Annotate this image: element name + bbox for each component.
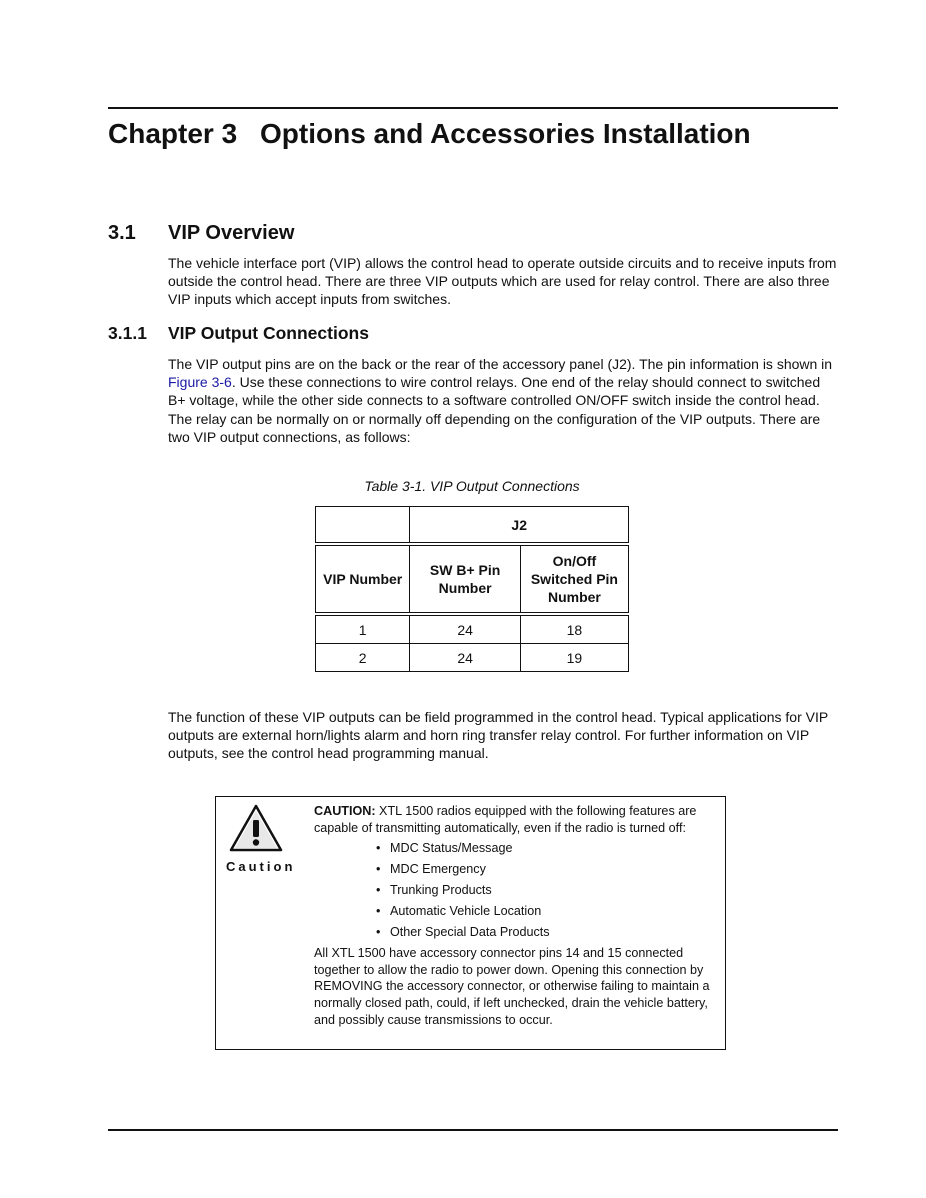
vip-overview-paragraph: The vehicle interface port (VIP) allows the control head to operate outside circuits and to receive inputs from outside the control head. There are three VIP outputs which are used for relay control. There are also three VIP inputs which accept inputs from switches. [168,255,837,308]
caution-intro-text: XTL 1500 radios equipped with the following features are capable of transmitting automatically, even if the radio is turned off: [314,804,697,835]
paragraph-text: . Use these connections to wire control relays. One end of the relay should connect to switched B+ voltage, while the other side connects to a software controlled ON/OFF switch inside the control head. The relay can be normally on or normally off depending on the configuration of the VIP outputs. There are two VIP output connections, as follows: [168,374,821,445]
chapter-number: Chapter 3 [108,118,238,149]
table-header-vip-number: VIP Number [316,544,410,614]
caution-closing: All XTL 1500 have accessory connector pins 14 and 15 connected together to allow the radio to power down. Opening this connection by REMOVING the accessory connector, or otherwise failing to maintain a normally closed path, could, if left unchecked, drain the vehicle battery, and possibly cause transmissions to occur. [314,946,710,1027]
table-caption: Table 3-1. VIP Output Connections [364,478,580,494]
caution-label: Caution [226,859,296,874]
caution-text [314,803,718,1028]
list-item: • MDC Emergency [390,859,718,880]
section-title: VIP Overview [168,222,295,244]
warning-triangle-icon [228,803,284,853]
table-cell: 18 [520,614,628,644]
table-cell: 2 [316,644,410,672]
table-header-swb-pin: SW B+ Pin Number [410,544,520,614]
table-group-header: J2 [410,507,629,545]
table-row [316,614,629,644]
table-row [316,644,629,672]
caution-box [215,796,726,1050]
section-heading-3-1 [108,222,508,248]
table-header-onoff-pin: On/Off Switched Pin Number [520,544,628,614]
list-item: • Other Special Data Products [390,922,718,943]
list-item: • Automatic Vehicle Location [390,901,718,922]
caution-intro [314,803,718,836]
chapter-name: Options and Accessories Installation [260,118,751,149]
list-item: • MDC Status/Message [390,838,718,859]
vip-output-table [315,506,629,672]
chapter-title [108,118,751,150]
subsection-number: 3.1.1 [108,323,147,343]
table-cell: 1 [316,614,410,644]
table-cell: 24 [410,644,520,672]
subsection-title: VIP Output Connections [168,323,369,343]
section-heading-3-1-1 [108,323,508,345]
footer-rule [108,1129,838,1131]
list-item: • Trunking Products [390,880,718,901]
paragraph-text: The VIP output pins are on the back or the rear of the accessory panel (J2). The pin information is shown in [168,356,833,372]
vip-function-paragraph: The function of these VIP outputs can be field programmed in the control head. Typical applications for VIP outputs are external horn/lights alarm and horn ring transfer relay control. For further information on VIP outputs, see the control head programming manual. [168,709,828,762]
caution-lead: CAUTION: [314,804,376,818]
figure-link[interactable]: Figure 3-6 [168,374,232,391]
table-cell: 19 [520,644,628,672]
caution-feature-list [314,838,718,943]
vip-output-paragraph [168,355,838,446]
table-cell: 24 [410,614,520,644]
header-rule [108,107,838,109]
section-number: 3.1 [108,222,136,244]
table-header-empty [316,507,410,545]
